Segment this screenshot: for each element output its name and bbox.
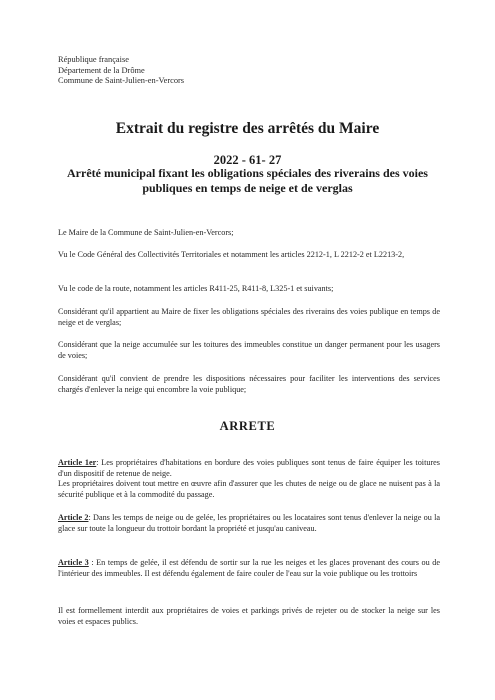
decree-subtitle: Arrêté municipal fixant les obligations spéciales des riverains des voies publiques en temps de neige et de verglas [67, 166, 428, 195]
closing-paragraph [58, 606, 440, 627]
article-3-paragraph [58, 558, 440, 579]
decree-number: 2022 - 61- 27 [213, 153, 282, 167]
article-3 [58, 558, 440, 579]
preamble-considering-1 [58, 307, 440, 328]
article-3-text: : En temps de gelée, il est défendu de sortir sur la rue les neiges et les glaces provenant des cours ou de l'intérieur des immeubles. Il est défendu également de faire couler de l'eau sur la voie publique ou les trottoirs [58, 558, 441, 578]
preamble-paragraph: Le Maire de la Commune de Saint-Julien-en-Vercors; [58, 228, 234, 237]
preamble-considering-3 [58, 374, 440, 395]
preamble-considering-2 [58, 340, 440, 361]
preamble-code [58, 250, 440, 261]
arrete-heading: ARRETE [219, 419, 276, 433]
letterhead [58, 55, 184, 87]
article-1-text: : Les propriétaires d'habitations en bordure des voies publiques sont tenus de faire équiper les toitures d'un dispositif de retenue de neige. [58, 458, 440, 478]
header-republic: République française [58, 55, 129, 64]
document-title: Extrait du registre des arrêtés du Maire [115, 120, 380, 137]
article-1-paragraph [58, 458, 440, 479]
article-1 [58, 458, 440, 500]
article-2 [58, 513, 440, 534]
article-2-paragraph [58, 513, 440, 534]
article-3-label: Article 3 [58, 558, 89, 567]
header-commune: Commune de Saint-Julien-en-Vercors [58, 76, 185, 86]
header-department: Département de la Drôme [58, 65, 145, 75]
closing-text: Il est formellement interdit aux propriétaires de voies et parkings privés de rejeter ou de stocker la neige sur les voies et espaces publics. [58, 606, 440, 626]
preamble-paragraph: Considérant qu'il appartient au Maire de fixer les obligations spéciales des riverains des voies publique en temps de neige et de verglas; [58, 307, 440, 327]
preamble-paragraph: Considérant qu'il convient de prendre les dispositions nécessaires pour faciliter les interventions des services chargés d'enlever la neige qui encombre la voie publique; [58, 374, 440, 394]
preamble-route [58, 284, 440, 295]
preamble-paragraph: Vu le Code Général des Collectivités Territoriales et notamment les articles 2212-1, L 2212-2 et L2213-2, [58, 250, 405, 259]
article-2-label: Article 2 [58, 513, 89, 522]
preamble-paragraph: Vu le code de la route, notamment les articles R411-25, R411-8, L325-1 et suivants; [58, 284, 334, 293]
article-1-label: Article 1er [58, 458, 97, 467]
preamble-paragraph: Considérant que la neige accumulée sur les toitures des immeubles constitue un danger permanent pour les usagers de voies; [58, 340, 440, 360]
article-2-text: : Dans les temps de neige ou de gelée, les propriétaires ou les locataires sont tenus d'enlever la neige ou la glace sur toute la longueur du trottoir bordant la propriété et jusqu'au caniveau. [58, 513, 440, 533]
preamble-mayor [58, 228, 440, 239]
article-1-paragraph-2: Les propriétaires doivent tout mettre en œuvre afin d'assurer que les chutes de neige ou de glace ne nuisent pas à la sécurité publique et à la commodité du passage. [58, 479, 440, 499]
